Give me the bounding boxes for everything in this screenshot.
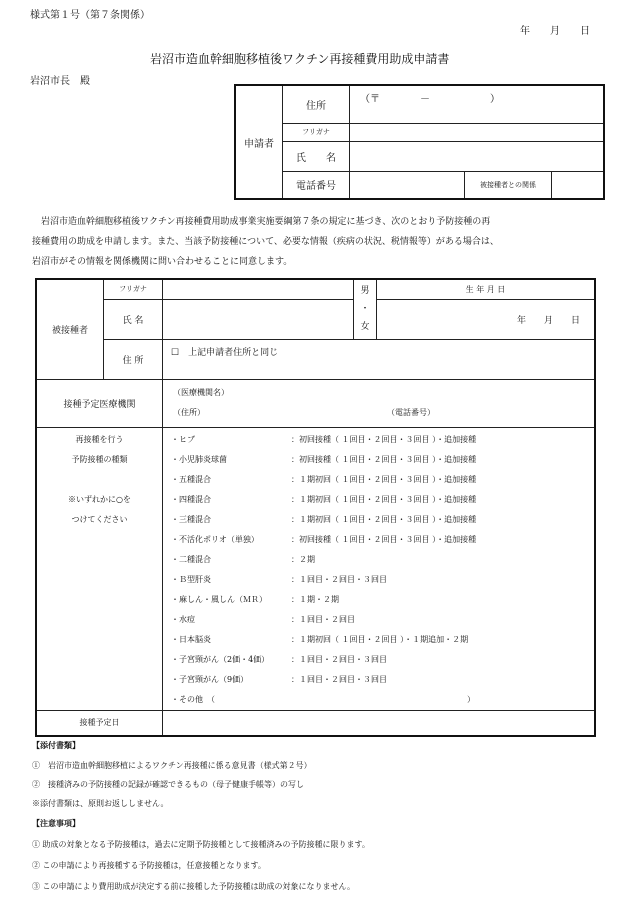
vaccine-name: ・麻しん・風しん（ＭＲ） xyxy=(171,594,267,604)
sex-male[interactable]: 男 xyxy=(360,286,370,297)
vaccine-item[interactable] xyxy=(171,550,541,570)
vaccine-item[interactable] xyxy=(171,610,541,630)
note-item: ② この申請により再接種する予防接種は，任意接種となります。 xyxy=(32,861,266,870)
vaccine-item[interactable] xyxy=(171,650,541,670)
note-item: ① 助成の対象となる予防接種は，過去に定期予防接種として接種済みの予防接種に限ります。 xyxy=(32,840,370,849)
vaccine-name: ・四種混合 xyxy=(171,494,211,504)
applicant-label: 申請者 xyxy=(235,85,283,199)
birth-label: 生 年 月 日 xyxy=(377,279,596,299)
applicant-name-field[interactable] xyxy=(350,141,605,171)
applicant-furigana-field[interactable] xyxy=(350,123,605,141)
date-field[interactable]: 年 月 日 xyxy=(520,26,590,37)
notes-list xyxy=(32,834,370,897)
vaccine-item[interactable] xyxy=(171,630,541,650)
birth-date-field[interactable]: 年 月 日 xyxy=(377,299,596,339)
schedule-date-field[interactable] xyxy=(163,710,596,736)
recipient-furigana-label: フリガナ xyxy=(104,279,163,299)
relation-field[interactable] xyxy=(552,171,605,199)
vaccine-name: ・Ｂ型肝炎 xyxy=(171,574,211,584)
vaccine-name: ・子宮頸がん（2価・4価） xyxy=(171,654,270,664)
vaccine-name: ・ヒブ xyxy=(171,434,195,444)
vaccine-label-line: 予防接種の種類 xyxy=(71,454,128,464)
vaccine-item[interactable] xyxy=(171,510,541,530)
vaccine-item[interactable] xyxy=(171,590,541,610)
vaccine-detail: ：２期 xyxy=(291,554,315,564)
vaccine-item[interactable] xyxy=(171,450,541,470)
note-item: ③ この申請により費用助成が決定する前に接種した予防接種は助成の対象になりません。 xyxy=(32,882,356,891)
vaccine-detail: ：１回目・２回目 xyxy=(291,614,355,624)
vaccine-detail: ：初回接種（ １回目・２回目・３回目 ）・追加接種 xyxy=(291,534,477,544)
vaccine-item[interactable] xyxy=(171,530,541,550)
vaccine-name: ・三種混合 xyxy=(171,514,211,524)
vaccine-item[interactable] xyxy=(171,570,541,590)
sex-dot: ・ xyxy=(360,304,370,315)
intro-line: 岩沼市造血幹細胞移植後ワクチン再接種費用助成事業実施要綱第７条の規定に基づき、次のとおり予防接種の再 xyxy=(32,217,491,227)
schedule-label: 接種予定日 xyxy=(36,710,163,736)
vaccine-other-close: ） xyxy=(467,694,475,704)
vaccine-name: ・子宮頸がん（9価） xyxy=(171,674,249,684)
sex-selector[interactable] xyxy=(354,279,377,339)
vaccine-detail: ：１回目・２回目・３回目 xyxy=(291,654,387,664)
relation-label: 被接種者との関係 xyxy=(465,171,552,199)
recipient-table xyxy=(35,278,596,737)
recipient-address-label: 住 所 xyxy=(104,339,163,379)
vaccine-detail: ：１期初回（ １回目・２回目 ）・１期追加・２期 xyxy=(291,634,469,644)
vaccine-detail: ：初回接種（ １回目・２回目・３回目 ）・追加接種 xyxy=(291,454,477,464)
vaccine-label-line: つけてください xyxy=(71,514,128,524)
institution-phone-label: （電話番号） xyxy=(391,408,435,417)
intro-paragraph xyxy=(32,212,499,272)
same-address-checkbox[interactable]: ☐ 上記申請者住所と同じ xyxy=(171,347,279,358)
postal-code-field[interactable]: （〒 － ） xyxy=(360,94,500,105)
vaccine-item[interactable] xyxy=(171,490,541,510)
recipient-label: 被接種者 xyxy=(36,279,104,379)
applicant-address-label: 住所 xyxy=(283,85,350,123)
applicant-table xyxy=(234,84,605,200)
vaccine-item[interactable] xyxy=(171,470,541,490)
attachments-heading: 【添付書類】 xyxy=(32,740,80,750)
vaccine-label-line: ※いずれかに○を xyxy=(68,494,131,504)
vaccine-name: ・小児肺炎球菌 xyxy=(171,454,227,464)
addressee: 岩沼市長 殿 xyxy=(30,76,90,87)
attachment-item: ① 岩沼市造血幹細胞移植によるワクチン再接種に係る意見書（様式第２号） xyxy=(32,761,312,770)
vaccine-name: ・水痘 xyxy=(171,614,195,624)
vaccine-label-line: 再接種を行う xyxy=(75,434,124,444)
vaccine-name: ・日本脳炎 xyxy=(171,634,211,644)
vaccine-detail: ：１期初回（ １回目・２回目・３回目 ）・追加接種 xyxy=(291,514,477,524)
vaccine-detail: ：初回接種（ １回目・２回目・３回目 ）・追加接種 xyxy=(291,434,477,444)
recipient-name-field[interactable] xyxy=(163,299,354,339)
vaccine-name: ・その他 （ xyxy=(171,694,215,704)
institution-field[interactable] xyxy=(163,379,596,427)
institution-name-label: （医療機関名） xyxy=(173,388,229,397)
attachment-item: ※添付書類は、原則お返ししません。 xyxy=(32,799,169,808)
institution-label: 接種予定医療機関 xyxy=(36,379,163,427)
applicant-furigana-label: フリガナ xyxy=(283,123,350,141)
form-number: 様式第１号（第７条関係） xyxy=(30,10,150,21)
vaccine-detail: ：１回目・２回目・３回目 xyxy=(291,574,387,584)
vaccine-name: ・不活化ポリオ（単独） xyxy=(171,534,259,544)
vaccine-list xyxy=(163,427,596,710)
attachment-item: ② 接種済みの予防接種の記録が確認できるもの（母子健康手帳等）の写し xyxy=(32,780,304,789)
applicant-phone-field[interactable] xyxy=(350,171,465,199)
page-title: 岩沼市造血幹細胞移植後ワクチン再接種費用助成申請書 xyxy=(150,52,450,66)
intro-line: 接種費用の助成を申請します。また、当該予防接種について、必要な情報（疾病の状況、税情報等）がある場合は、 xyxy=(32,237,499,247)
recipient-furigana-field[interactable] xyxy=(163,279,354,299)
vaccine-item-other[interactable] xyxy=(171,690,541,710)
vaccine-detail: ：１期初回（ １回目・２回目・３回目 ）・追加接種 xyxy=(291,494,477,504)
recipient-name-label: 氏 名 xyxy=(104,299,163,339)
vaccine-name: ・二種混合 xyxy=(171,554,211,564)
sex-female[interactable]: 女 xyxy=(360,322,370,333)
applicant-phone-label: 電話番号 xyxy=(283,171,350,199)
vaccine-item[interactable] xyxy=(171,670,541,690)
notes-heading: 【注意事項】 xyxy=(32,818,80,828)
institution-address-label: （住所） xyxy=(173,408,205,417)
applicant-name-label: 氏 名 xyxy=(283,141,350,171)
vaccine-name: ・五種混合 xyxy=(171,474,211,484)
vaccine-item[interactable] xyxy=(171,430,541,450)
applicant-address-field[interactable] xyxy=(350,85,605,123)
vaccine-type-label xyxy=(36,427,163,710)
intro-line: 岩沼市がその情報を関係機関に問い合わせることに同意します。 xyxy=(32,257,293,267)
recipient-address-field[interactable] xyxy=(163,339,596,379)
vaccine-detail: ：１期初回（ １回目・２回目・３回目 ）・追加接種 xyxy=(291,474,477,484)
vaccine-detail: ：１期・２期 xyxy=(291,594,339,604)
vaccine-detail: ：１回目・２回目・３回目 xyxy=(291,674,387,684)
attachments-list xyxy=(32,756,312,813)
